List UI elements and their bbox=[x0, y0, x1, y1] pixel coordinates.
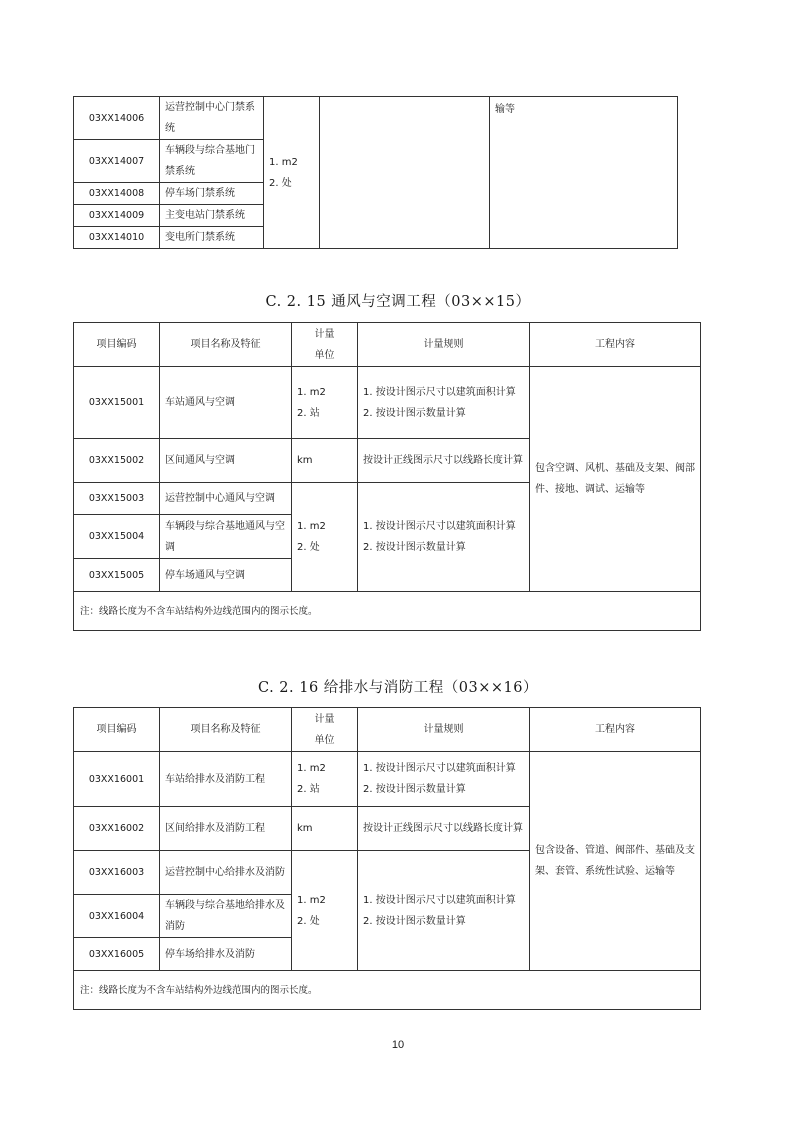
rule-line: 1. 按设计图示尺寸以建筑面积计算 bbox=[363, 763, 516, 774]
item-name: 停车场通风与空调 bbox=[160, 559, 292, 592]
rule-cell bbox=[320, 97, 490, 249]
rule-cell: 按设计正线图示尺寸以线路长度计算 bbox=[358, 807, 530, 851]
unit-cell: km bbox=[292, 439, 358, 483]
item-name: 车辆段与综合基地给排水及消防 bbox=[160, 895, 292, 938]
item-name: 车站给排水及消防工程 bbox=[160, 752, 292, 807]
rule-line: 1. 按设计图示尺寸以建筑面积计算 bbox=[363, 521, 516, 532]
item-name: 停车场给排水及消防 bbox=[160, 938, 292, 971]
unit-line: 2. 站 bbox=[297, 407, 320, 419]
header-unit bbox=[292, 323, 358, 367]
header-unit bbox=[292, 708, 358, 752]
item-code: 03XX16005 bbox=[74, 938, 160, 971]
content-cell: 包含设备、管道、阀部件、基础及支架、套管、系统性试验、运输等 bbox=[530, 752, 701, 971]
item-name: 停车场门禁系统 bbox=[160, 183, 264, 205]
content-cell: 输等 bbox=[490, 97, 678, 249]
item-code: 03XX15005 bbox=[74, 559, 160, 592]
table-section-15 bbox=[73, 322, 701, 631]
item-code: 03XX14008 bbox=[74, 183, 160, 205]
header-rule: 计量规则 bbox=[358, 323, 530, 367]
header-unit-line: 计量 bbox=[314, 328, 335, 340]
item-code: 03XX16003 bbox=[74, 851, 160, 895]
content-cell: 包含空调、风机、基础及支架、阀部件、接地、调试、运输等 bbox=[530, 367, 701, 592]
unit-line: 1. m2 bbox=[269, 156, 298, 168]
header-unit-line: 单位 bbox=[314, 349, 335, 361]
unit-line: 1. m2 bbox=[297, 894, 326, 906]
unit-line: 1. m2 bbox=[297, 386, 326, 398]
item-name: 区间给排水及消防工程 bbox=[160, 807, 292, 851]
table-section-16 bbox=[73, 707, 701, 1010]
item-code: 03XX14010 bbox=[74, 227, 160, 249]
item-code: 03XX14006 bbox=[74, 97, 160, 140]
unit-cell bbox=[264, 97, 320, 249]
item-name: 车辆段与综合基地门禁系统 bbox=[160, 140, 264, 183]
table-note: 注：线路长度为不含车站结构外边线范围内的图示长度。 bbox=[74, 971, 701, 1010]
rule-line: 1. 按设计图示尺寸以建筑面积计算 bbox=[363, 894, 516, 906]
item-code: 03XX15001 bbox=[74, 367, 160, 439]
rule-line: 2. 按设计图示数量计算 bbox=[363, 784, 466, 795]
item-code: 03XX14007 bbox=[74, 140, 160, 183]
header-content: 工程内容 bbox=[530, 323, 701, 367]
table-section-14 bbox=[73, 96, 678, 249]
item-name: 车站通风与空调 bbox=[160, 367, 292, 439]
header-rule: 计量规则 bbox=[358, 708, 530, 752]
unit-cell: km bbox=[292, 807, 358, 851]
page-number: 10 bbox=[391, 1039, 405, 1051]
unit-cell bbox=[292, 483, 358, 592]
header-unit-line: 单位 bbox=[314, 734, 335, 746]
rule-cell bbox=[358, 851, 530, 971]
header-content: 工程内容 bbox=[530, 708, 701, 752]
rule-cell: 按设计正线图示尺寸以线路长度计算 bbox=[358, 439, 530, 483]
section-15-title: C. 2. 15 通风与空调工程（03××15） bbox=[265, 294, 531, 310]
unit-line: 2. 处 bbox=[297, 542, 320, 553]
unit-line: 2. 站 bbox=[297, 784, 320, 795]
table-note-row bbox=[74, 592, 701, 631]
unit-line: 2. 处 bbox=[269, 177, 292, 189]
rule-line: 2. 按设计图示数量计算 bbox=[363, 542, 466, 553]
item-name: 运营控制中心门禁系统 bbox=[160, 97, 264, 140]
item-code: 03XX16004 bbox=[74, 895, 160, 938]
item-code: 03XX14009 bbox=[74, 205, 160, 227]
item-code: 03XX15004 bbox=[74, 515, 160, 559]
table-row bbox=[74, 97, 678, 140]
header-name: 项目名称及特征 bbox=[160, 323, 292, 367]
item-name: 车辆段与综合基地通风与空调 bbox=[160, 515, 292, 559]
table-header-row bbox=[74, 708, 701, 752]
table-note: 注：线路长度为不含车站结构外边线范围内的图示长度。 bbox=[74, 592, 701, 631]
header-code: 项目编码 bbox=[74, 323, 160, 367]
section-16-title: C. 2. 16 给排水与消防工程（03××16） bbox=[258, 680, 538, 696]
rule-line: 1. 按设计图示尺寸以建筑面积计算 bbox=[363, 386, 516, 398]
item-code: 03XX16001 bbox=[74, 752, 160, 807]
table-note-row bbox=[74, 971, 701, 1010]
item-name: 运营控制中心给排水及消防 bbox=[160, 851, 292, 895]
item-name: 运营控制中心通风与空调 bbox=[160, 483, 292, 515]
unit-line: 2. 处 bbox=[297, 915, 320, 927]
unit-line: 1. m2 bbox=[297, 763, 326, 774]
rule-line: 2. 按设计图示数量计算 bbox=[363, 407, 466, 419]
item-name: 主变电站门禁系统 bbox=[160, 205, 264, 227]
item-code: 03XX15003 bbox=[74, 483, 160, 515]
rule-cell bbox=[358, 483, 530, 592]
item-name: 区间通风与空调 bbox=[160, 439, 292, 483]
header-name: 项目名称及特征 bbox=[160, 708, 292, 752]
item-code: 03XX16002 bbox=[74, 807, 160, 851]
table-header-row bbox=[74, 323, 701, 367]
item-name: 变电所门禁系统 bbox=[160, 227, 264, 249]
unit-line: 1. m2 bbox=[297, 521, 326, 532]
rule-cell bbox=[358, 752, 530, 807]
header-code: 项目编码 bbox=[74, 708, 160, 752]
rule-cell bbox=[358, 367, 530, 439]
table-row bbox=[74, 752, 701, 807]
rule-line: 2. 按设计图示数量计算 bbox=[363, 915, 466, 927]
header-unit-line: 计量 bbox=[314, 713, 335, 725]
unit-cell bbox=[292, 367, 358, 439]
item-code: 03XX15002 bbox=[74, 439, 160, 483]
unit-cell bbox=[292, 851, 358, 971]
table-row bbox=[74, 367, 701, 439]
unit-cell bbox=[292, 752, 358, 807]
